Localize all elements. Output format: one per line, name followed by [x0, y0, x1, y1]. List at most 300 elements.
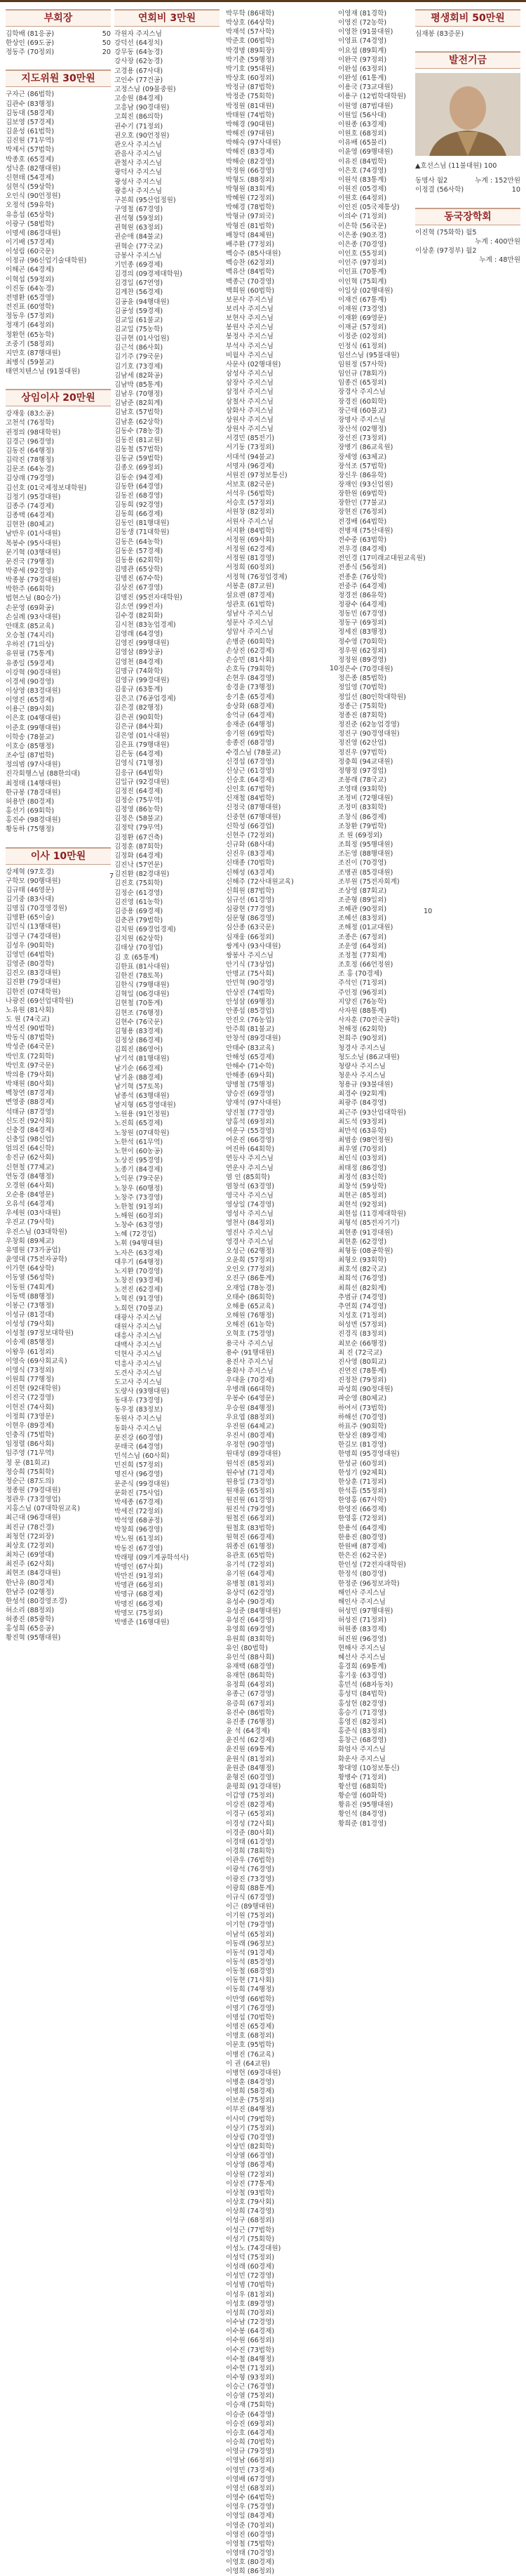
donor-name: 노혁진 (91경영) — [114, 1295, 163, 1303]
list-item — [6, 696, 111, 705]
list-item — [338, 942, 426, 951]
donor-name: 황순영 (60화학) — [338, 1792, 387, 1800]
donor-name: 오태수 (86회학) — [226, 1293, 275, 1301]
donor-name: 황동하 (75행정) — [6, 825, 55, 834]
list-item — [114, 611, 220, 620]
donor-name: 사자훈 (70전국공학) — [338, 1016, 400, 1025]
donor-name: 김소연 (99전자) — [114, 602, 163, 611]
donor-name: 권정의 (98대학원) — [6, 428, 61, 437]
list-item — [338, 1773, 426, 1782]
donor-name: 오인식 (90언정원) — [6, 192, 61, 201]
donor-name: 이수진 (73법학) — [226, 2346, 275, 2354]
list-item — [6, 1348, 111, 1357]
donor-name: 오혁호 (75경영) — [226, 1330, 275, 1339]
donor-name: 구학모 (90행대원) — [6, 877, 61, 885]
list-item — [114, 316, 220, 325]
donor-name: 장선진 (73정외) — [338, 434, 387, 443]
donor-name: 김희진 (86영어) — [114, 1046, 163, 1054]
list-item — [338, 766, 426, 776]
list-item — [114, 1313, 220, 1322]
donor-name: 이수현 (71정외) — [226, 2364, 275, 2372]
list-item — [338, 1810, 426, 1819]
donor-name: 이영숙 (69사회교육) — [6, 1357, 67, 1365]
list-item — [226, 1413, 331, 1422]
list-item — [6, 1310, 111, 1320]
list-item — [226, 2216, 331, 2225]
photo-caption: ▲호선스님 (11불대원) 100 — [415, 162, 497, 171]
list-item — [338, 1265, 426, 1274]
donor-name: 조병권 (85경대원) — [338, 868, 393, 877]
list-item — [226, 46, 331, 55]
list-item — [114, 482, 220, 491]
list-item — [338, 1791, 426, 1800]
list-item — [114, 703, 220, 712]
list-item — [338, 1671, 426, 1680]
donor-name: 서정혁 (76정업경제) — [226, 573, 288, 581]
list-item — [338, 157, 426, 166]
list-item — [226, 656, 331, 665]
donor-name: 이영일 (84경제) — [226, 2512, 275, 2521]
donor-name: 이성철 (97정보대학원) — [6, 1329, 74, 1338]
list-item — [226, 1745, 331, 1754]
donor-name: 김일규 (92경대원) — [114, 778, 170, 786]
list-item — [338, 887, 426, 896]
donor-name: 이영희 (86정외) — [226, 2568, 275, 2576]
list-item — [226, 2087, 331, 2096]
list-item — [6, 312, 111, 321]
list-item — [226, 397, 331, 406]
list-item — [338, 1108, 426, 1117]
donor-name: 서승호 (57정외) — [226, 499, 275, 507]
list-item — [338, 351, 426, 360]
list-item — [226, 1016, 331, 1025]
donor-name: 최병식 (59불교) — [6, 359, 55, 366]
donor-name: 최현조 (84경대원) — [6, 1569, 61, 1578]
list-item — [338, 1569, 426, 1579]
list-item — [226, 2521, 331, 2530]
donor-name: 이성기 (75회학) — [226, 2235, 275, 2243]
section-title-lifetime-fee: 평생회비 50만원 — [415, 9, 520, 27]
list-item — [226, 2355, 331, 2364]
list-item — [226, 1884, 331, 1893]
list-item — [226, 240, 331, 249]
list-item — [226, 332, 331, 341]
list-item — [226, 1598, 331, 1607]
list-item — [114, 445, 220, 454]
donor-name: 김경근 (96경영) — [6, 437, 55, 446]
donor-name: 홍진수 (98경대원) — [6, 816, 61, 825]
donor-name: 원대성 (89경대원) — [226, 1450, 281, 1459]
list-item — [338, 1551, 426, 1560]
list-item — [114, 538, 220, 547]
list-item — [6, 1061, 111, 1070]
donor-name: 이성근 (77법학) — [226, 2226, 275, 2234]
donor-name: 손상진 (62경제) — [226, 646, 275, 655]
list-item — [338, 858, 426, 868]
donor-name: 김관수 (83행정) — [6, 100, 55, 108]
donor-name: 장경사 주지스님 — [338, 388, 386, 397]
donor-name: 신해주 (72사대원교육) — [226, 877, 294, 886]
donor-name: 서기동 (73정외) — [226, 444, 275, 452]
list-item — [338, 702, 426, 711]
donor-name: 윤평희 (91경대원) — [226, 1783, 281, 1791]
donor-name: 정재기 (64정외) — [6, 321, 55, 330]
list-item — [338, 1680, 426, 1689]
monk-portrait-photo — [415, 73, 520, 156]
list-item — [226, 1431, 331, 1440]
list-item — [226, 323, 331, 332]
donor-name: 유인석 (88사회) — [226, 1653, 275, 1661]
donor-name: 하해선 (70경영) — [338, 1413, 387, 1421]
donor-name: 조 원 (69정외) — [338, 831, 382, 839]
list-item — [6, 566, 111, 576]
list-item — [338, 1662, 426, 1671]
donor-name: 노창원 (07대학원) — [114, 1129, 170, 1137]
donor-name: 한성기 (92체회) — [338, 1468, 387, 1477]
list-item — [6, 465, 111, 474]
donor-name: 이수원 (66정외) — [226, 2337, 275, 2345]
donor-name: 박재석 (57사학) — [226, 28, 275, 36]
list-item — [226, 1080, 331, 1089]
donor-name: 안해종 (69사회) — [226, 1071, 275, 1080]
list-item — [338, 988, 426, 997]
donor-name: 박한주 (66회학) — [6, 585, 55, 594]
donor-name: 김진호 (75회학) — [114, 879, 163, 888]
list-item — [226, 2235, 331, 2244]
list-item — [226, 2429, 331, 2438]
list-item — [6, 1459, 111, 1468]
list-item — [6, 1477, 111, 1486]
list-item — [114, 491, 220, 500]
donor-name: 김 호 (65통계) — [114, 953, 159, 962]
list-item — [338, 1228, 426, 1237]
list-item — [338, 489, 426, 498]
donor-name: 최현훈 (62경영) — [338, 1237, 387, 1246]
list-item — [226, 102, 331, 111]
list-item — [338, 960, 426, 969]
list-item — [6, 1513, 111, 1522]
donor-name: 김정은 (58불교) — [114, 815, 163, 823]
donor-name: 이동원 (74회계) — [6, 1283, 55, 1292]
donor-name: 박형도 (88정외) — [226, 175, 275, 184]
donor-name: 남기석 (81행대원) — [114, 1055, 170, 1063]
list-item — [114, 1156, 220, 1165]
list-item — [6, 1218, 111, 1227]
list-item — [6, 686, 111, 696]
list-item — [114, 343, 220, 352]
list-item — [6, 622, 111, 631]
donor-name: 성남사 주지스님 — [226, 610, 274, 618]
donor-name: 우봉수 (64영문) — [226, 1395, 275, 1403]
list-item — [226, 1782, 331, 1791]
donor-name: 인충직 (75법학) — [6, 1431, 55, 1440]
list-item — [6, 668, 111, 677]
list-item — [6, 1624, 111, 1633]
list-item — [6, 960, 111, 969]
donor-name: 이수형 (93정외) — [226, 2374, 275, 2382]
list-item — [114, 528, 220, 537]
donor-name: 장현진 (76정외) — [338, 508, 387, 517]
donor-name: 김진영 (61농학) — [114, 898, 163, 906]
list-item — [226, 637, 331, 646]
list-item — [338, 877, 426, 887]
donor-name: 서보호 (82국문) — [226, 480, 275, 489]
list-item — [338, 1542, 426, 1551]
list-item — [114, 1360, 220, 1369]
list-item — [338, 222, 426, 231]
donor-name: 장산석 (02행정) — [338, 425, 387, 434]
donor-name: 이부진 (84행정) — [226, 2106, 275, 2114]
list-item — [6, 1320, 111, 1329]
donor-name: 여운진 (66경영) — [226, 1136, 275, 1145]
list-item — [338, 536, 426, 545]
list-item — [338, 1376, 426, 1385]
donor-name: 최만석 (63유학) — [338, 1127, 387, 1135]
list-item — [338, 1293, 426, 1302]
list-item — [6, 136, 111, 145]
donor-name: 남기순 (66경제) — [114, 1064, 163, 1073]
vice-president-list — [6, 29, 111, 57]
list-item — [338, 969, 426, 978]
donor-name: 안종섭 (85경업) — [226, 1007, 275, 1015]
list-item — [6, 1412, 111, 1421]
donor-name: 한인성 (72전자대학원) — [338, 1561, 406, 1569]
donor-name: 이윤영 (69행대원) — [338, 148, 393, 157]
donor-name: 박기호 (95대원) — [226, 65, 275, 73]
donor-name: 이명섭 (70법학) — [226, 2013, 275, 2021]
list-item — [114, 842, 220, 851]
donation-amount — [518, 228, 520, 237]
donor-name: 백희원 (60법학) — [226, 286, 275, 295]
donor-name: 한석흠 (55정외) — [338, 1487, 387, 1495]
list-item — [226, 1182, 331, 1191]
list-item — [338, 46, 426, 55]
donor-name: 이동택 (88행정) — [6, 1292, 55, 1301]
donor-name: 이원호 (68정외) — [338, 130, 387, 138]
donor-name: 전경배 (64법학) — [338, 517, 387, 526]
list-item — [226, 2447, 331, 2456]
list-item — [6, 520, 111, 529]
list-item — [6, 978, 111, 987]
list-item — [6, 1292, 111, 1301]
list-item — [338, 1708, 426, 1718]
donor-name: 대광사 주지스님 — [114, 1313, 162, 1322]
donor-name: 심재봉 (83증문) — [415, 30, 464, 38]
donor-name: 박경명 (89회장) — [226, 46, 275, 55]
list-item — [415, 228, 520, 237]
donor-name: 심규선 (61경영) — [226, 896, 275, 904]
donor-name: 오해용 (65교육) — [226, 1302, 275, 1310]
list-item — [226, 1053, 331, 1062]
donor-name: 이규식 (67경영) — [226, 1893, 275, 1901]
donor-name: 고경용 (67사대) — [114, 67, 163, 75]
donor-name: 노전진 (62경제) — [114, 1286, 163, 1294]
list-item — [114, 270, 220, 279]
donor-name: 최차근 (69영대) — [6, 1551, 55, 1560]
list-item — [6, 816, 111, 825]
list-item — [114, 787, 220, 796]
donor-name: 이명기 (76경영) — [226, 2004, 275, 2012]
donor-name: 서원창 (82정외) — [226, 508, 275, 517]
list-item — [114, 1489, 220, 1498]
list-item — [226, 1311, 331, 1320]
list-item — [338, 471, 426, 480]
list-item — [338, 1200, 426, 1209]
list-item — [114, 131, 220, 140]
donor-name: 신현태 (54경제) — [6, 173, 55, 182]
list-item — [114, 796, 220, 805]
list-item — [6, 1495, 111, 1504]
donor-name: 노상진 (95경영) — [114, 1157, 163, 1165]
donor-name: 원진원 (61경영) — [226, 1496, 275, 1505]
donor-name: 송상화 (68경제) — [226, 702, 275, 710]
list-item — [114, 907, 220, 916]
list-item — [114, 232, 220, 241]
donor-name: 이재환 (69영문) — [338, 314, 387, 323]
donor-name: 이정결 (56사학) — [415, 186, 464, 194]
list-item — [114, 769, 220, 778]
advisor-list — [6, 90, 111, 376]
donor-name: 장한인 (77불교) — [338, 499, 387, 507]
list-item — [338, 757, 426, 766]
list-item — [226, 2549, 331, 2558]
donor-name: 용화사 주지스님 — [226, 1367, 274, 1375]
list-item — [114, 547, 220, 556]
list-item — [338, 1044, 426, 1053]
donor-name: 김공성 (59경제) — [114, 307, 163, 315]
donor-name: 유재헌 (86회학) — [226, 1672, 275, 1680]
list-item — [226, 2309, 331, 2318]
list-item — [114, 1369, 220, 1378]
donor-name: 안해성 (65경제) — [226, 1053, 275, 1061]
donor-name: 허성민 (97행대원) — [338, 1607, 393, 1616]
list-item — [338, 194, 426, 203]
list-item — [338, 1699, 426, 1708]
donor-name: 최진주 (62사회) — [6, 1560, 55, 1569]
donor-name: 이호승 (85행정) — [6, 742, 55, 750]
donor-name: 조 홍 (70경제) — [338, 970, 382, 978]
list-item — [226, 1708, 331, 1718]
donor-name: 이동석 (85경영) — [226, 1958, 275, 1966]
list-item — [114, 223, 220, 232]
list-item — [226, 369, 331, 378]
donor-name: 이강혁 (90경대원) — [6, 668, 61, 677]
list-item — [6, 950, 111, 960]
list-item — [6, 1329, 111, 1338]
donor-name: 이혁섭 (59정외) — [6, 275, 55, 284]
donor-name: 연동경 (84행정) — [6, 1172, 55, 1181]
list-item — [6, 797, 111, 806]
list-item — [114, 648, 220, 657]
list-item — [338, 1154, 426, 1163]
donor-name: 박해순 (82경영) — [226, 157, 275, 166]
list-item — [226, 498, 331, 507]
donor-name: 신규화 (68사대) — [226, 841, 275, 849]
donor-name: 김진원 (71무역) — [6, 137, 55, 145]
list-item — [114, 418, 220, 427]
donor-name: 성관호 (61법학) — [226, 601, 275, 609]
list-item — [338, 1689, 426, 1699]
list-item — [6, 1033, 111, 1042]
donor-name: 송재준 (64행정) — [226, 721, 275, 729]
list-item — [226, 978, 331, 988]
list-item — [114, 67, 220, 76]
donor-name: 김영천 (84경제) — [114, 658, 163, 666]
list-item — [226, 1376, 331, 1385]
list-item — [226, 1819, 331, 1828]
list-item — [338, 545, 426, 554]
list-item — [114, 371, 220, 380]
donation-amount: 누계 : 48만원 — [479, 256, 520, 265]
donor-name: 김동철 (57법학) — [114, 446, 163, 454]
list-item — [114, 1129, 220, 1138]
donor-name: 김남우 (70행정) — [114, 390, 163, 399]
list-item — [226, 1154, 331, 1163]
donor-name: 고희진 (86의학) — [114, 113, 163, 121]
list-item — [114, 861, 220, 870]
donor-name: 김은표 (79행대원) — [114, 741, 170, 750]
donor-name: 이영찬 (91물대원) — [338, 28, 393, 36]
donor-name: 서지환 (84법학) — [226, 526, 275, 535]
donor-name: 서원진 (97정보통신) — [226, 471, 288, 479]
list-item — [226, 1449, 331, 1459]
list-item — [338, 1053, 426, 1062]
donor-name: 노종기 (84경제) — [114, 1166, 163, 1174]
donor-name: 청경사 주지스님 — [338, 1044, 386, 1052]
list-item — [6, 284, 111, 293]
donor-name: 이원영 (87법대원) — [338, 102, 393, 110]
donor-name: 해인사 주지스님 — [338, 1598, 386, 1606]
donor-name: 최우열 (70정외) — [338, 1146, 387, 1154]
list-item — [226, 1800, 331, 1810]
list-item — [114, 205, 220, 214]
list-item — [6, 1384, 111, 1393]
list-item — [226, 212, 331, 221]
list-item — [226, 111, 331, 120]
list-item — [226, 2382, 331, 2391]
donor-name: 문태국 (64경영) — [114, 1442, 163, 1451]
list-item — [114, 48, 220, 57]
list-item — [226, 813, 331, 822]
list-item — [338, 656, 426, 665]
list-item — [226, 1025, 331, 1034]
list-item — [226, 711, 331, 720]
list-item — [114, 427, 220, 436]
donor-name: 고인수 (77건공) — [114, 76, 163, 84]
donor-name: 김진오 (83경대원) — [6, 969, 61, 978]
list-item — [6, 631, 111, 640]
list-item — [338, 1588, 426, 1598]
list-item — [338, 1164, 426, 1173]
list-item — [226, 2069, 331, 2078]
list-item — [226, 609, 331, 618]
list-item — [114, 934, 220, 943]
donor-name: 이재균 (57정외) — [338, 324, 387, 332]
list-item — [114, 500, 220, 510]
donor-name: 이은종 (90조경) — [338, 231, 387, 239]
donor-name: 우창회 (89체교) — [6, 1237, 55, 1245]
donor-name: 이용국 (73교대원) — [338, 84, 393, 92]
donor-name: 이문호 (95법학) — [226, 2041, 275, 2050]
donor-name: 조혜관 (90정외) — [338, 905, 387, 914]
list-item — [6, 941, 111, 950]
list-item — [226, 1459, 331, 1468]
donor-name: 청운사 주지스님 — [338, 1071, 386, 1080]
list-item — [226, 2401, 331, 2410]
donor-name: 홍성덕 (84법학) — [338, 1690, 387, 1699]
donor-name: 정충희 (94교대원) — [338, 757, 393, 766]
list-item — [114, 1211, 220, 1221]
